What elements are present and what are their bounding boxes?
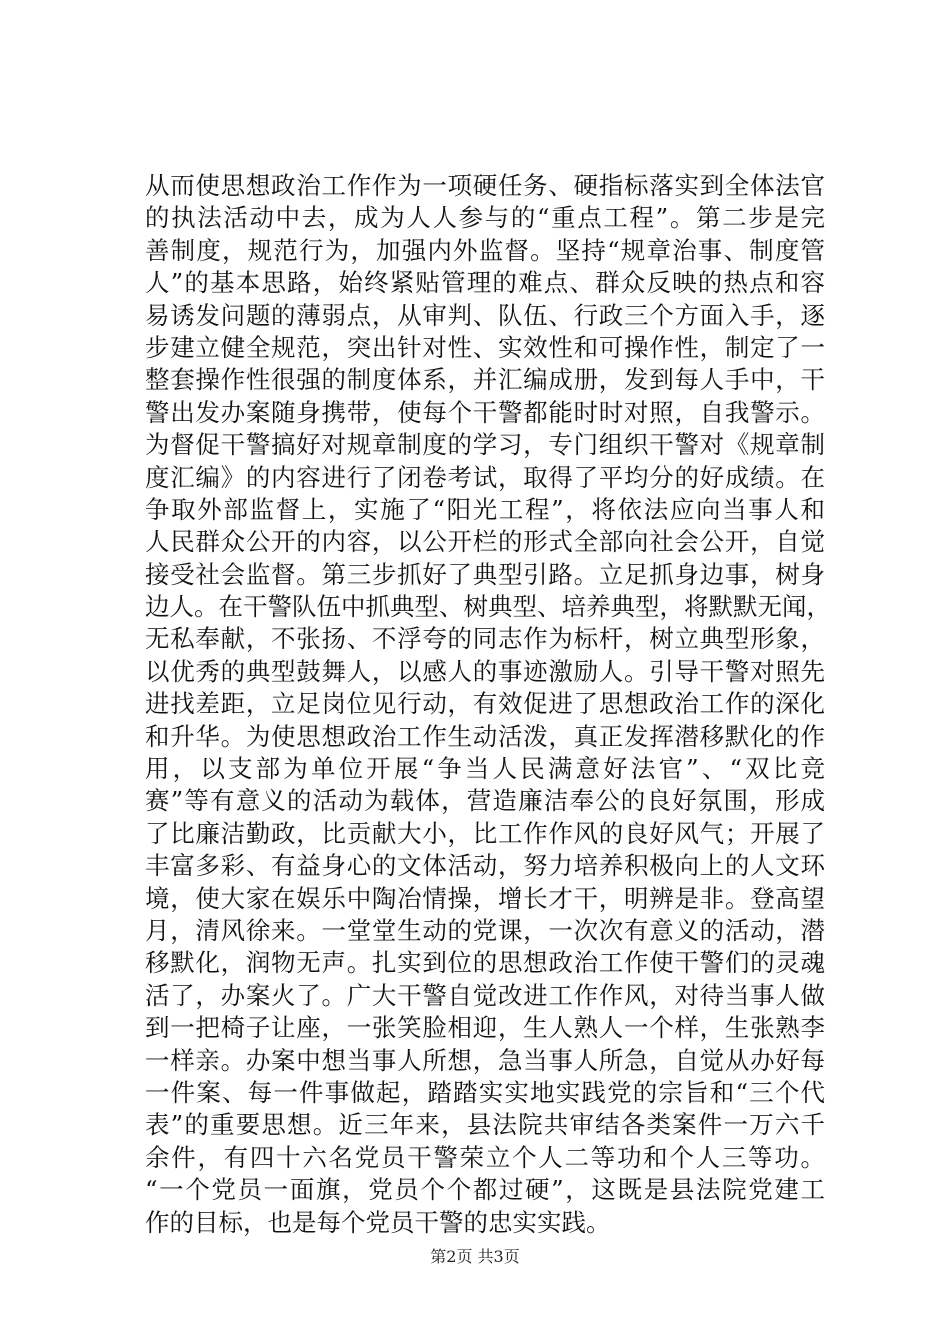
page-footer: 第2页 共3页 [430,1247,520,1266]
body-line: 人”的基本思路，始终紧贴管理的难点、群众反映的热点和容 [145,268,825,298]
body-line: 了比廉洁勤政，比贡献大小，比工作作风的良好风气；开展了 [145,818,825,848]
body-line: 步建立健全规范，突出针对性、实效性和可操作性，制定了一 [145,332,825,362]
body-line: 月，清风徐来。一堂堂生动的党课，一次次有意义的活动，潜 [145,915,825,945]
body-line: 境，使大家在娱乐中陶冶情操，增长才干，明辨是非。登高望 [145,883,825,913]
body-line: 赛”等有意义的活动为载体，营造廉洁奉公的良好氛围，形成 [145,786,825,816]
body-line: 到一把椅子让座，一张笑脸相迎，生人熟人一个样，生张熟李 [145,1013,825,1043]
body-line: 人民群众公开的内容，以公开栏的形式全部向社会公开，自觉 [145,527,825,557]
body-line: 作的目标，也是每个党员干警的忠实实践。 [145,1207,611,1237]
body-line: 度汇编》的内容进行了闭卷考试，取得了平均分的好成绩。在 [145,462,825,492]
body-line: 从而使思想政治工作作为一项硬任务、硬指标落实到全体法官 [145,171,825,200]
body-line: 为督促干警搞好对规章制度的学习，专门组织干警对《规章制 [145,430,825,460]
body-line: 警出发办案随身携带，使每个干警都能时时对照，自我警示。 [145,397,825,427]
body-line: 活了，办案火了。广大干警自觉改进工作作风，对待当事人做 [145,980,825,1010]
body-line: 善制度，规范行为，加强内外监督。坚持“规章治事、制度管 [145,235,825,265]
body-line: 接受社会监督。第三步抓好了典型引路。立足抓身边事，树身 [145,559,825,589]
body-line: 无私奉献，不张扬、不浮夸的同志作为标杆，树立典型形象， [145,624,825,654]
body-line: 一样亲。办案中想当事人所想，急当事人所急，自觉从办好每 [145,1045,825,1075]
body-line: 整套操作性很强的制度体系，并汇编成册，发到每人手中，干 [145,365,825,395]
body-line: 余件，有四十六名党员干警荣立个人二等功和个人三等功。 [145,1142,825,1172]
body-line: 一件案、每一件事做起，踏踏实实地实践党的宗旨和“三个代 [145,1077,825,1107]
body-line: 用，以支部为单位开展“争当人民满意好法官”、“双比竞 [145,754,825,784]
body-line: 争取外部监督上，实施了“阳光工程”，将依法应向当事人和 [145,494,825,524]
body-line: 的执法活动中去，成为人人参与的“重点工程”。第二步是完 [145,203,825,233]
body-line: 表”的重要思想。近三年来，县法院共审结各类案件一万六千 [145,1110,825,1140]
body-line: 进找差距，立足岗位见行动，有效促进了思想政治工作的深化 [145,689,825,719]
body-line: 边人。在干警队伍中抓典型、树典型、培养典型，将默默无闻， [145,592,831,622]
body-line: 和升华。为使思想政治工作生动活泼，真正发挥潜移默化的作 [145,721,825,751]
body-text [145,170,831,1239]
body-line: 丰富多彩、有益身心的文体活动，努力培养积极向上的人文环 [145,851,825,881]
body-line: 易诱发问题的薄弱点，从审判、队伍、行政三个方面入手，逐 [145,300,825,330]
body-line: “一个党员一面旗，党员个个都过硬”，这既是县法院党建工 [145,1175,825,1205]
body-line: 移默化，润物无声。扎实到位的思想政治工作使干警们的灵魂 [145,948,825,978]
body-line: 以优秀的典型鼓舞人，以感人的事迹激励人。引导干警对照先 [145,656,825,686]
